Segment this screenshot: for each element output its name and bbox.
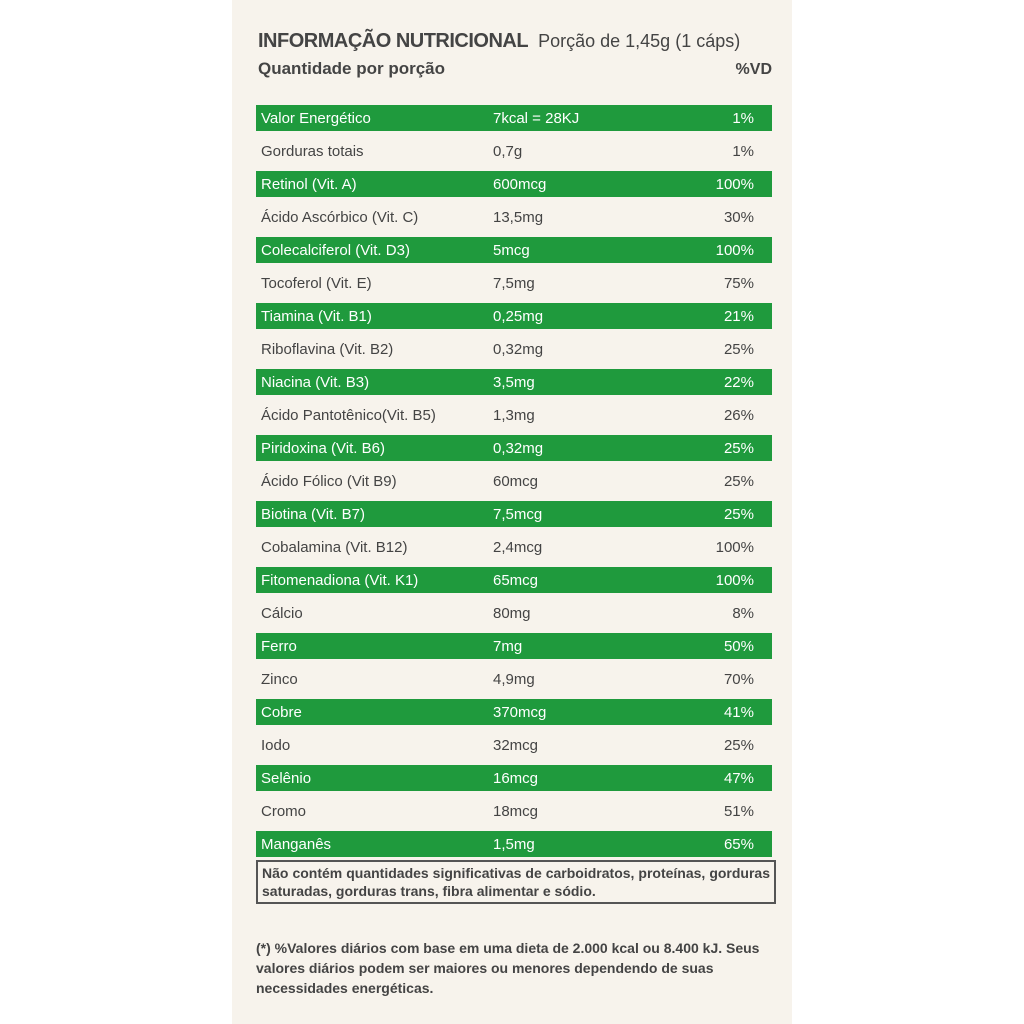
nutrient-name: Ácido Ascórbico (Vit. C)	[261, 208, 419, 226]
nutrient-amount: 32mcg	[493, 736, 539, 754]
portion-size: Porção de 1,45g (1 cáps)	[538, 31, 741, 51]
nutrient-name: Colecalciferol (Vit. D3)	[256, 237, 483, 263]
nutrient-amount: 13,5mg	[493, 208, 544, 226]
nutrient-name: Fitomenadiona (Vit. K1)	[256, 567, 483, 593]
nutrient-vd: 26%	[723, 406, 754, 424]
table-row	[256, 567, 772, 593]
table-row	[256, 732, 772, 758]
table-row	[256, 270, 772, 296]
nutrient-amount: 7,5mg	[493, 274, 535, 292]
nutrient-name: Ácido Pantotênico(Vit. B5)	[261, 406, 436, 424]
nutrient-name: Cobre	[256, 699, 483, 725]
nutrient-amount: 18mcg	[493, 802, 539, 820]
nutrient-amount: 0,7g	[493, 142, 523, 160]
title-row	[258, 30, 772, 53]
nutrient-amount: 3,5mg	[483, 369, 693, 395]
nutrient-vd: 41%	[693, 699, 772, 725]
nutrient-vd: 1%	[732, 142, 754, 160]
nutrient-name: Cromo	[261, 802, 307, 820]
quantity-label: Quantidade por porção	[258, 59, 446, 78]
nutrient-vd: 47%	[693, 765, 772, 791]
nutrient-vd: 25%	[693, 501, 772, 527]
nutrient-vd: 50%	[693, 633, 772, 659]
nutrient-amount: 16mcg	[483, 765, 693, 791]
table-row	[256, 534, 772, 560]
nutrient-name: Valor Energético	[256, 105, 483, 131]
table-row	[256, 765, 772, 791]
nutrient-vd: 21%	[693, 303, 772, 329]
table-row	[256, 699, 772, 725]
nutrient-name: Cálcio	[261, 604, 303, 622]
nutrient-vd: 100%	[693, 567, 772, 593]
footnote: (*) %Valores diários com base em uma dieta de 2.000 kcal ou 8.400 kJ. Seus valores diários podem ser maiores ou menores dependendo de suas necessidades energéticas.	[256, 940, 760, 996]
table-row	[256, 204, 772, 230]
vd-label: %VD	[735, 61, 772, 78]
nutrient-amount: 370mcg	[483, 699, 693, 725]
table-row	[256, 105, 772, 131]
table-row	[256, 633, 772, 659]
nutrient-name: Riboflavina (Vit. B2)	[261, 340, 394, 358]
nutrient-amount: 5mcg	[483, 237, 693, 263]
nutrient-name: Cobalamina (Vit. B12)	[261, 538, 408, 556]
table-row	[256, 798, 772, 824]
nutrient-vd: 1%	[693, 105, 772, 131]
table-row	[256, 435, 772, 461]
nutrient-name: Selênio	[256, 765, 483, 791]
nutrient-amount: 7,5mcg	[483, 501, 693, 527]
nutrient-name: Ferro	[256, 633, 483, 659]
nutrient-vd: 8%	[732, 604, 754, 622]
label-header	[258, 30, 772, 79]
nutrient-amount: 60mcg	[493, 472, 539, 490]
nutrient-amount: 0,32mg	[483, 435, 693, 461]
nutrient-vd: 100%	[715, 538, 754, 556]
nutrient-amount: 600mcg	[483, 171, 693, 197]
label-title: INFORMAÇÃO NUTRICIONAL	[258, 30, 529, 52]
nutrient-name: Zinco	[261, 670, 298, 688]
table-row	[256, 666, 772, 692]
nutrient-name: Piridoxina (Vit. B6)	[256, 435, 483, 461]
table-row	[256, 468, 772, 494]
nutrient-vd: 25%	[723, 736, 754, 754]
nutrient-amount: 4,9mg	[493, 670, 535, 688]
nutrient-amount: 0,32mg	[493, 340, 544, 358]
column-header-row	[258, 53, 772, 79]
nutrient-name: Tiamina (Vit. B1)	[256, 303, 483, 329]
nutrient-name: Ácido Fólico (Vit B9)	[261, 472, 397, 490]
nutrient-amount: 1,3mg	[493, 406, 535, 424]
nutrient-name: Manganês	[256, 831, 483, 857]
nutrition-table	[256, 98, 772, 864]
table-row	[256, 303, 772, 329]
nutrient-amount: 2,4mcg	[493, 538, 543, 556]
nutrient-name: Iodo	[261, 736, 291, 754]
table-row	[256, 402, 772, 428]
nutrient-vd: 30%	[723, 208, 754, 226]
nutrient-vd: 25%	[723, 472, 754, 490]
table-row	[256, 369, 772, 395]
nutrient-amount: 80mg	[493, 604, 531, 622]
nutrient-amount: 7kcal = 28KJ	[483, 105, 693, 131]
table-row	[256, 600, 772, 626]
table-row	[256, 138, 772, 164]
nutrient-name: Niacina (Vit. B3)	[256, 369, 483, 395]
nutrient-amount: 7mg	[483, 633, 693, 659]
nutrient-amount: 1,5mg	[483, 831, 693, 857]
nutrient-name: Tocoferol (Vit. E)	[261, 274, 372, 292]
table-row	[256, 831, 772, 857]
nutrient-name: Retinol (Vit. A)	[256, 171, 483, 197]
nutrient-amount: 65mcg	[483, 567, 693, 593]
nutrient-vd: 25%	[723, 340, 754, 358]
nutrient-vd: 22%	[693, 369, 772, 395]
table-row	[256, 171, 772, 197]
nutrient-vd: 65%	[693, 831, 772, 857]
nutrient-vd: 51%	[723, 802, 754, 820]
nutrient-vd: 100%	[693, 237, 772, 263]
table-row	[256, 336, 772, 362]
nutrient-name: Gorduras totais	[261, 142, 364, 160]
nutrient-name: Biotina (Vit. B7)	[256, 501, 483, 527]
nutrient-vd: 25%	[693, 435, 772, 461]
note-box: Não contém quantidades significativas de carboidratos, proteínas, gorduras saturadas, gorduras trans, fibra alimentar e sódio.	[256, 860, 776, 904]
table-row	[256, 501, 772, 527]
nutrient-amount: 0,25mg	[483, 303, 693, 329]
nutrient-vd: 70%	[723, 670, 754, 688]
nutrient-vd: 75%	[723, 274, 754, 292]
table-row	[256, 237, 772, 263]
nutrient-vd: 100%	[693, 171, 772, 197]
